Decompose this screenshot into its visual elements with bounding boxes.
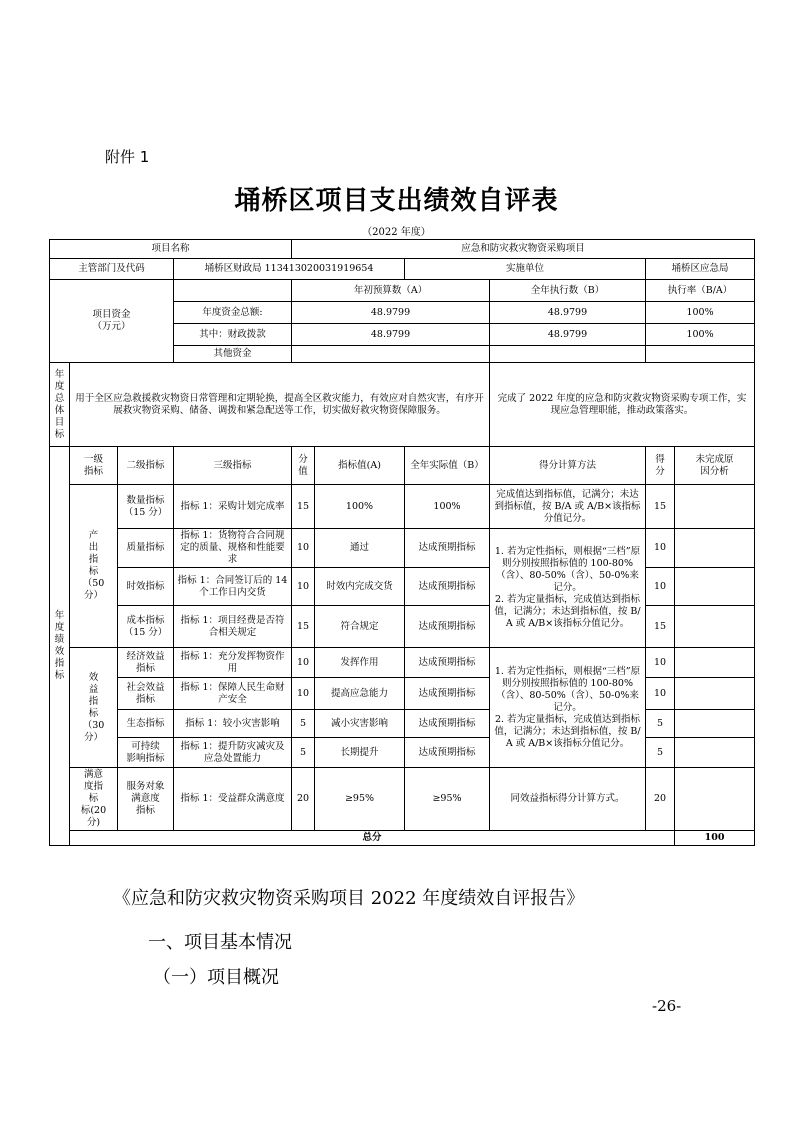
row-level2: 经济效益 指标 <box>118 648 174 678</box>
row-level2: 社会效益 指标 <box>118 678 174 710</box>
section-heading: 一、项目基本情况 <box>148 932 292 953</box>
row-actual: 达成预期指标 <box>405 606 490 648</box>
total-score: 100 <box>675 831 755 846</box>
row-score: 15 <box>646 606 675 648</box>
group-benefit: 效 益 指 标 （30 分） <box>70 648 118 768</box>
funds-row-rate: 100% <box>646 302 755 324</box>
funds-row-label: 其他资金 <box>174 346 292 363</box>
row-level2: 可持续 影响指标 <box>118 738 174 768</box>
group-output: 产 出 指 标 （50 分） <box>70 485 118 648</box>
impl-value: 埇桥区应急局 <box>646 259 755 280</box>
page-title: 埇桥区项目支出绩效自评表 <box>234 186 559 216</box>
row-score: 10 <box>646 678 675 710</box>
header-target: 指标值(A) <box>315 447 405 485</box>
row-weight: 5 <box>292 710 315 738</box>
funds-row-budget <box>292 346 490 363</box>
row-reason <box>675 678 755 710</box>
row-score: 5 <box>646 710 675 738</box>
header-score: 得 分 <box>646 447 675 485</box>
row-actual: ≥95% <box>405 768 490 831</box>
funds-row-exec: 48.9799 <box>490 324 646 346</box>
project-name-value: 应急和防灾救灾物资采购项目 <box>292 240 755 259</box>
row-actual: 达成预期指标 <box>405 648 490 678</box>
row-level2: 质量指标 <box>118 529 174 568</box>
row-target: 通过 <box>315 529 405 568</box>
funds-row-rate <box>646 346 755 363</box>
row-level3: 指标 1：较小灾害影响 <box>174 710 292 738</box>
row-target: 提高应急能力 <box>315 678 405 710</box>
group-satisfaction: 满意 度指 标 标(20 分) <box>70 768 118 831</box>
impl-label: 实施单位 <box>405 259 646 280</box>
method-cell: 完成值达到指标值，记满分；未达到指标值，按 B/A 或 A/B×该指标分值记分。 <box>490 485 646 529</box>
row-reason <box>675 738 755 768</box>
row-score: 20 <box>646 768 675 831</box>
row-weight: 15 <box>292 606 315 648</box>
row-weight: 10 <box>292 678 315 710</box>
row-level2: 成本指标 （15 分） <box>118 606 174 648</box>
year-label: （2022 年度） <box>362 227 431 238</box>
row-reason <box>675 529 755 568</box>
goal-planned: 用于全区应急救援救灾物资日常管理和定期轮换，提高全区救灾能力，有效应对自然灾害，有序开展救灾物资采购、储备、调拨和紧急配送等工作，切实做好救灾物资保障服务。 <box>70 363 490 447</box>
row-actual: 达成预期指标 <box>405 529 490 568</box>
goal-label: 年 度 总 体 目 标 <box>50 363 70 447</box>
header-level1: 一级 指标 <box>70 447 118 485</box>
method-cell: 1. 若为定性指标，则根据“三档”原则分别按照指标值的 100-80%（含）、80-50%（含）、50-0%来记分。 2. 若为定量指标，完成值达到指标值，记满分；未达到指标值，按 B/A 或 A/B×该指标分值记分。 <box>490 648 646 768</box>
row-score: 15 <box>646 485 675 529</box>
row-level3: 指标 1：充分发挥物资作用 <box>174 648 292 678</box>
funds-row-budget: 48.9799 <box>292 324 490 346</box>
row-actual: 达成预期指标 <box>405 738 490 768</box>
row-reason <box>675 606 755 648</box>
row-level2: 数量指标 （15 分） <box>118 485 174 529</box>
row-target: 长期提升 <box>315 738 405 768</box>
header-level3: 三级指标 <box>174 447 292 485</box>
header-weight: 分 值 <box>292 447 315 485</box>
row-level2: 生态指标 <box>118 710 174 738</box>
funds-row-exec <box>490 346 646 363</box>
total-label: 总分 <box>70 831 675 846</box>
row-target: 发挥作用 <box>315 648 405 678</box>
row-reason <box>675 485 755 529</box>
header-method: 得分计算方法 <box>490 447 646 485</box>
method-cell: 1. 若为定性指标，则根据“三档”原则分别按照指标值的 100-80%（含）、80-50%（含）、50-0%来记分。 2. 若为定量指标，完成值达到指标值，记满分；未达到指标值，按 B/A 或 A/B×该指标分值记分。 <box>490 529 646 648</box>
row-reason <box>675 768 755 831</box>
row-target: 减小灾害影响 <box>315 710 405 738</box>
row-target: ≥95% <box>315 768 405 831</box>
attachment-label: 附件 1 <box>105 148 150 166</box>
row-reason <box>675 568 755 606</box>
dept-label: 主管部门及代码 <box>50 259 174 280</box>
funds-col-exec: 全年执行数（B） <box>490 280 646 302</box>
method-cell: 同效益指标得分计算方式。 <box>490 768 646 831</box>
funds-row-budget: 48.9799 <box>292 302 490 324</box>
row-weight: 20 <box>292 768 315 831</box>
row-weight: 5 <box>292 738 315 768</box>
funds-row-rate: 100% <box>646 324 755 346</box>
page-number: -26- <box>652 997 682 1015</box>
row-level2: 时效指标 <box>118 568 174 606</box>
row-target: 100% <box>315 485 405 529</box>
row-level3: 指标 1：受益群众满意度 <box>174 768 292 831</box>
row-weight: 10 <box>292 529 315 568</box>
funds-row-exec: 48.9799 <box>490 302 646 324</box>
row-level3: 指标 1：采购计划完成率 <box>174 485 292 529</box>
dept-value: 埇桥区财政局 113413020031919654 <box>174 259 405 280</box>
row-target: 符合规定 <box>315 606 405 648</box>
row-actual: 100% <box>405 485 490 529</box>
row-level3: 指标 1：提升防灾减灾及应急处置能力 <box>174 738 292 768</box>
row-score: 10 <box>646 648 675 678</box>
report-title: 《应急和防灾救灾物资采购项目 2022 年度绩效自评报告》 <box>113 888 585 909</box>
subsection-heading: （一）项目概况 <box>153 967 279 988</box>
funds-row-label: 其中：财政拨款 <box>174 324 292 346</box>
row-actual: 达成预期指标 <box>405 710 490 738</box>
row-weight: 10 <box>292 568 315 606</box>
row-weight: 10 <box>292 648 315 678</box>
evaluation-table <box>49 239 755 846</box>
row-reason <box>675 710 755 738</box>
funds-blank-header <box>174 280 292 302</box>
header-level2: 二级指标 <box>118 447 174 485</box>
row-target: 时效内完成交货 <box>315 568 405 606</box>
funds-col-rate: 执行率（B/A） <box>646 280 755 302</box>
funds-label: 项目资金 （万元） <box>50 280 174 363</box>
row-level2: 服务对象 满意度 指标 <box>118 768 174 831</box>
funds-row-label: 年度资金总额: <box>174 302 292 324</box>
row-level3: 指标 1：项目经费是否符合相关规定 <box>174 606 292 648</box>
row-score: 5 <box>646 738 675 768</box>
row-score: 10 <box>646 529 675 568</box>
row-level3: 指标 1：保障人民生命财产安全 <box>174 678 292 710</box>
header-reason: 未完成原 因分析 <box>675 447 755 485</box>
row-level3: 指标 1：合同签订后的 14 个工作日内交货 <box>174 568 292 606</box>
indicator-section-label: 年 度 绩 效 指 标 <box>50 447 70 846</box>
row-score: 10 <box>646 568 675 606</box>
funds-col-budget: 年初预算数（A） <box>292 280 490 302</box>
row-weight: 15 <box>292 485 315 529</box>
header-actual: 全年实际值（B） <box>405 447 490 485</box>
goal-actual: 完成了 2022 年度的应急和防灾救灾物资采购专项工作，实现应急管理职能，推动政策落实。 <box>490 363 755 447</box>
row-actual: 达成预期指标 <box>405 568 490 606</box>
row-reason <box>675 648 755 678</box>
row-level3: 指标 1：货物符合合同规定的质量、规格和性能要求 <box>174 529 292 568</box>
project-name-label: 项目名称 <box>50 240 292 259</box>
row-actual: 达成预期指标 <box>405 678 490 710</box>
